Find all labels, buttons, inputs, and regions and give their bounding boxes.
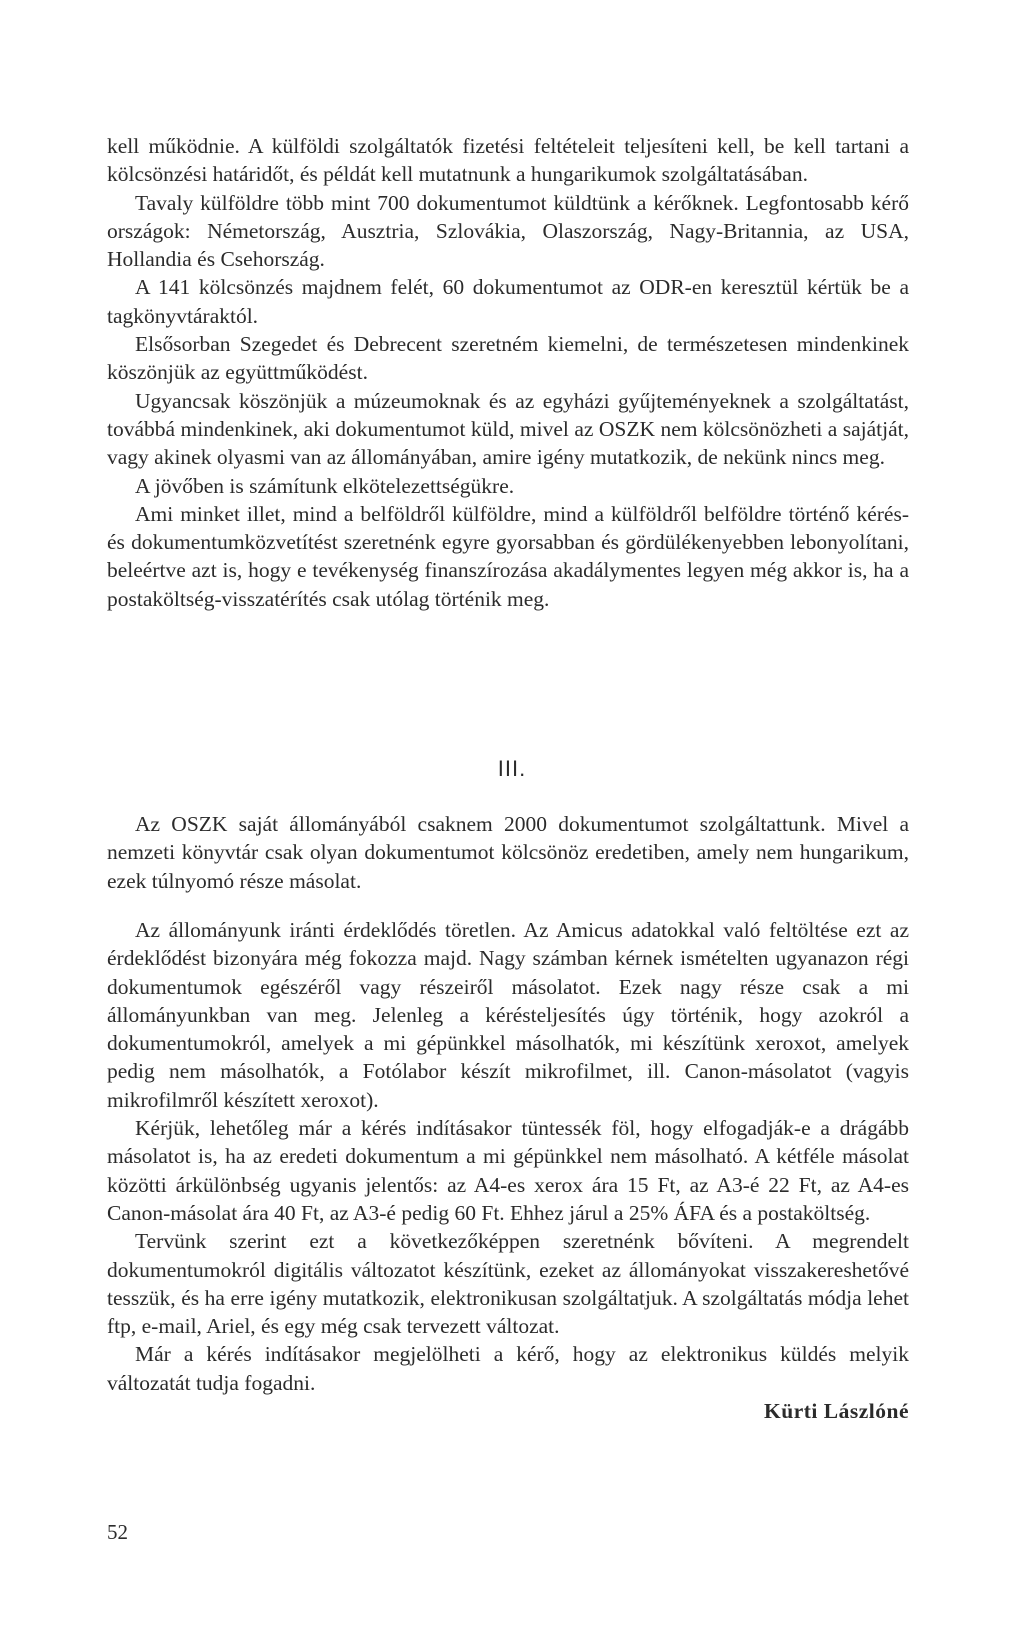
paragraph: A 141 kölcsönzés majdnem felét, 60 dokumentumot az ODR-en keresztül kértük be a tagkönyvtáraktól.: [107, 275, 909, 328]
text-block-part-two: [107, 810, 909, 895]
section-heading: III.: [497, 756, 527, 781]
paragraph: Ugyancsak köszönjük a múzeumoknak és az egyházi gyűjteményeknek a szolgáltatást, továbbá mindenkinek, aki dokumentumot küld, mivel az OSZK nem kölcsönözheti a sajátját, vagy akinek olyasmi van az állományában, amire igény mutatkozik, de nekünk nincs meg.: [107, 388, 909, 470]
author-signature: Kürti Lászlóné: [764, 1399, 909, 1424]
paragraph: Elsősorban Szegedet és Debrecent szeretném kiemelni, de természetesen mindenkinek köszönjük az együttműködést.: [107, 332, 909, 385]
paragraph: kell működnie. A külföldi szolgáltatók fizetési feltételeit teljesíteni kell, be kell tartani a kölcsönzési határidőt, és példát kell mutatnunk a hungarikumok szolgáltatásában.: [107, 134, 909, 187]
paragraph: Ami minket illet, mind a belföldről külföldre, mind a külföldről belföldre történő kérés- és dokumentumközvetítést szeretnénk egyre gyorsabban és gördülékenyebben lebonyolítani, beleértve azt is, hogy e tevékenység finanszírozása akadálymentes legyen még akkor is, ha a postaköltség-visszatérítés csak utólag történik meg.: [107, 501, 909, 611]
paragraph: Tervünk szerint ezt a következőképpen szeretnénk bővíteni. A megrendelt dokumentumokról digitális változatot készítünk, ezeket az állományokat visszakereshetővé tesszük, és ha erre igény mutatkozik, elektronikusan szolgáltatjuk. A szolgáltatás módja lehet ftp, e-mail, Ariel, és egy még csak tervezett változat.: [107, 1229, 909, 1339]
text-block-part-three: [107, 916, 909, 1425]
paragraph: Az OSZK saját állományából csaknem 2000 dokumentumot szolgáltattunk. Mivel a nemzeti könyvtár csak olyan dokumentumot kölcsönöz eredetiben, amely nem hungarikum, ezek túlnyomó része másolat.: [107, 812, 909, 893]
paragraph: Kérjük, lehetőleg már a kérés indításakor tüntessék föl, hogy elfogadják-e a drágább másolatot is, ha az eredeti dokumentum a mi gépünkkel nem másolható. A kétféle másolat közötti árkülönbség ugyanis jelentős: az A4-es xerox ára 15 Ft, az A3-é 22 Ft, az A4-es Canon-másolat ára 40 Ft, az A3-é pedig 60 Ft. Ehhez járul a 25% ÁFA és a postaköltség.: [107, 1116, 909, 1225]
paragraph: A jövőben is számítunk elkötelezettségükre.: [135, 473, 515, 498]
paragraph: Az állományunk iránti érdeklődés töretlen. Az Amicus adatokkal való feltöltése ezt az érdeklődést bizonyára még fokozza majd. Nagy számban kérnek ismételten ugyanazon régi dokumentumok egészéről vagy részeiről másolatot. Ezek nagy része csak a mi állományunkban van meg. Jelenleg a kérésteljesítés úgy történik, hogy azokról a dokumentumokról, amelyek a mi gépünkkel másolhatók, mi készítünk xeroxot, amelyek pedig nem másolhatók, a Fotólabor készít mikrofilmet, ill. Canon-másolatot (vagyis mikrofilmről készített xeroxot).: [107, 918, 909, 1112]
page-number: 52: [107, 1520, 128, 1544]
text-block-part-one: [107, 132, 909, 613]
paragraph: Már a kérés indításakor megjelölheti a kérő, hogy az elektronikus küldés melyik változatát tudja fogadni.: [107, 1342, 909, 1395]
paragraph: Tavaly külföldre több mint 700 dokumentumot küldtünk a kérőknek. Legfontosabb kérő országok: Németország, Ausztria, Szlovákia, Olaszország, Nagy-Britannia, az USA, Hollandia és Csehország.: [107, 190, 909, 272]
